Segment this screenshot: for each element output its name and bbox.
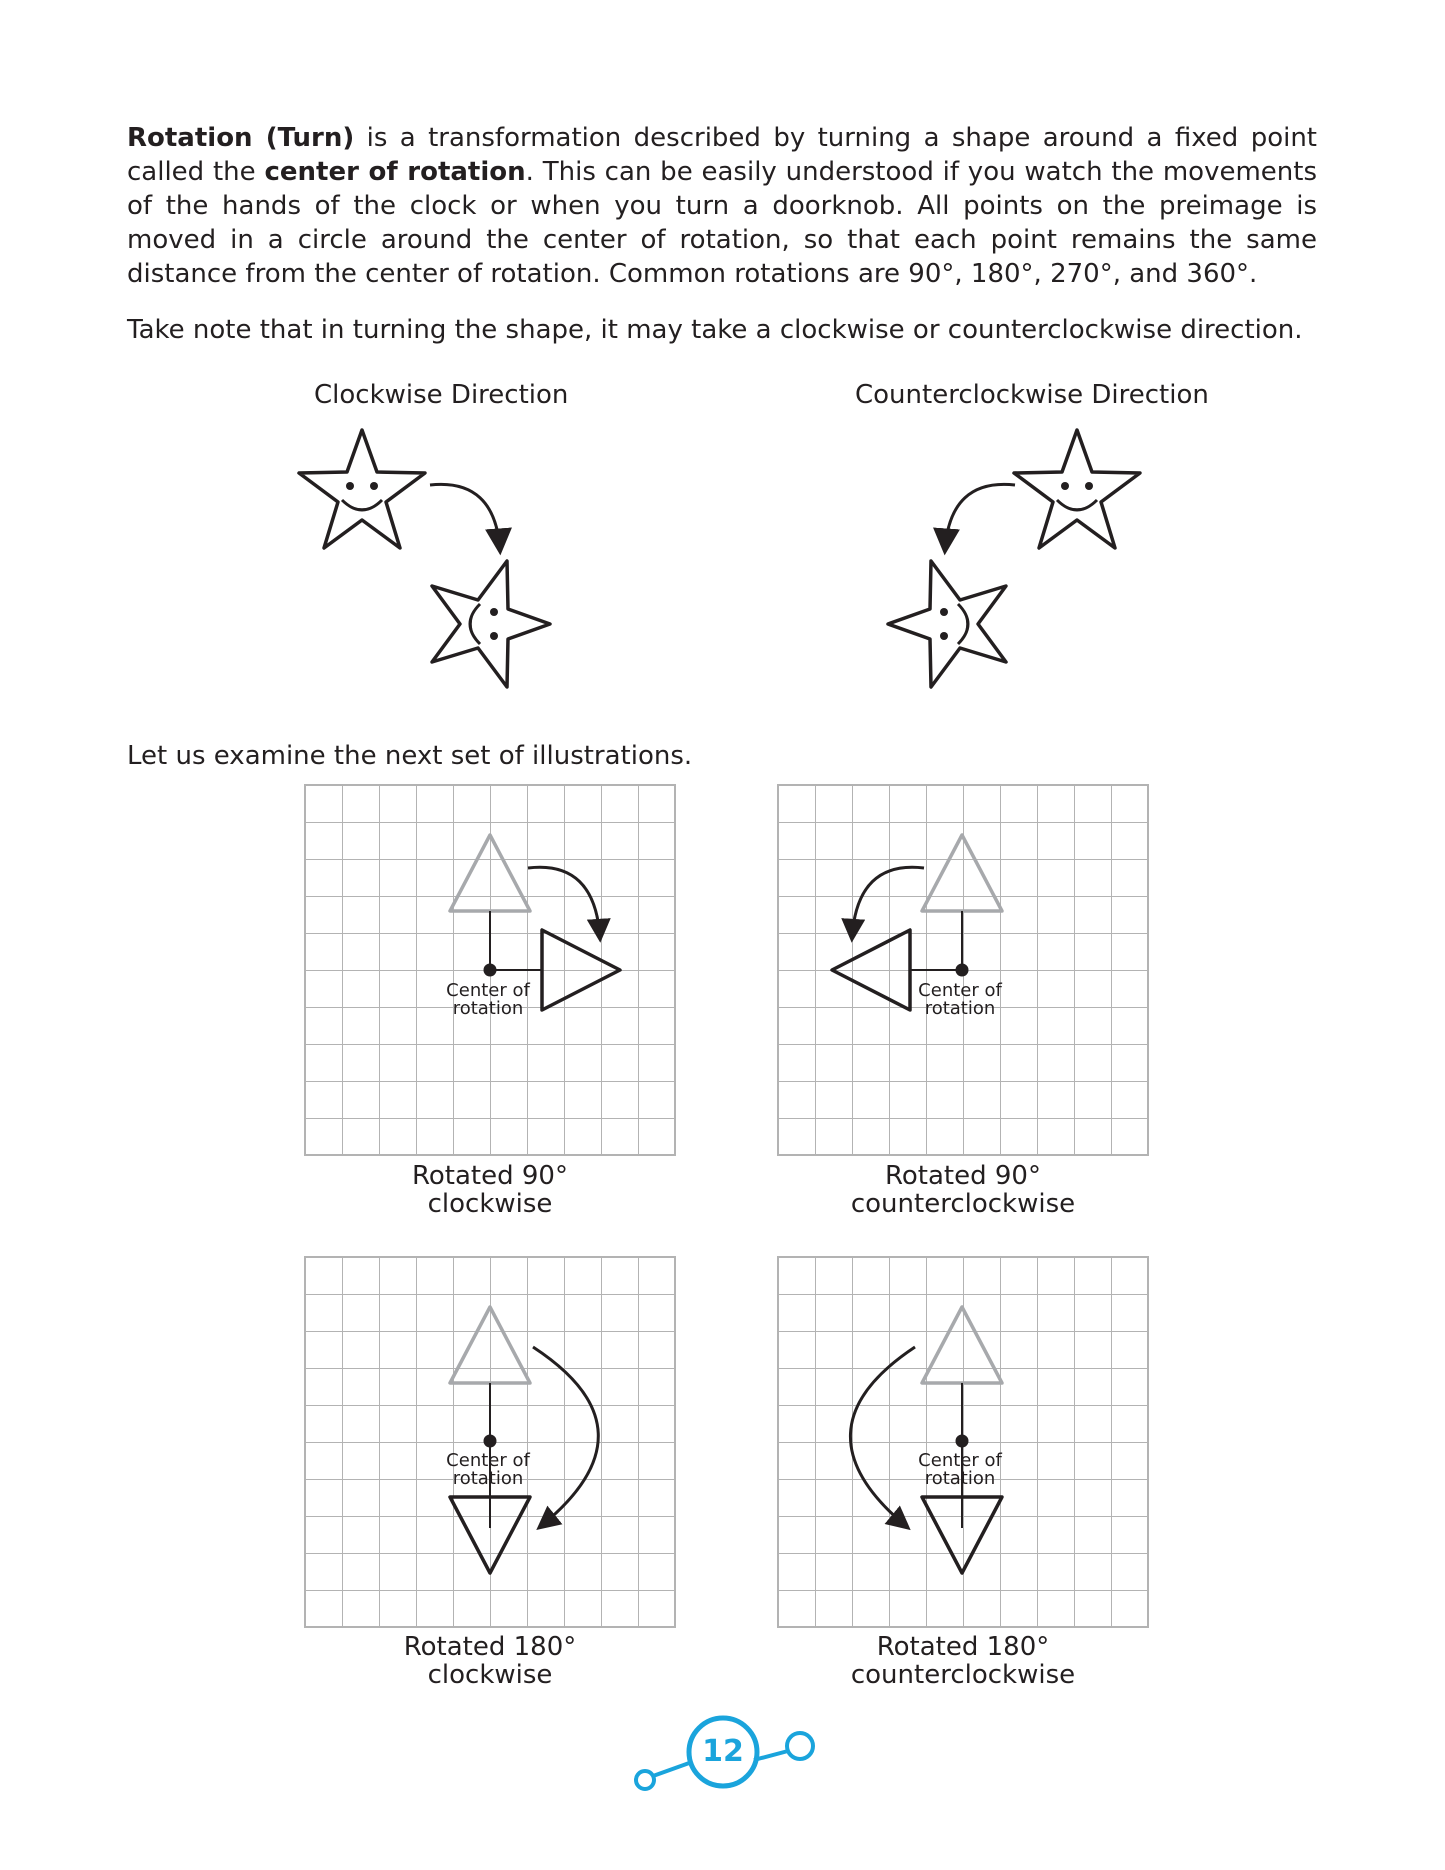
- direction-note: Take note that in turning the shape, it may take a clockwise or counterclockwise direction.: [127, 315, 1303, 345]
- rotation-grids: [0, 770, 1445, 1640]
- grid-90-counterclockwise: [778, 785, 1148, 1155]
- examine-text: Let us examine the next set of illustrations.: [127, 741, 693, 771]
- grid-caption: Rotated 180° counterclockwise: [850, 1632, 1076, 1690]
- grid-caption: Rotated 90° clockwise: [412, 1161, 568, 1219]
- rotated-smiley-star-icon: [888, 561, 1006, 687]
- smiley-star-icon: [1014, 430, 1140, 548]
- center-of-rotation-label: Center of rotation: [918, 1450, 1002, 1489]
- page-number: 12: [702, 1734, 744, 1769]
- grid-caption: Rotated 180° clockwise: [403, 1632, 577, 1690]
- term-rotation: Rotation (Turn): [127, 123, 355, 153]
- counterclockwise-direction-label: Counterclockwise Direction: [855, 380, 1209, 410]
- intro-text-2: . This can be easily understood if you watch the movements of the hands of the clock or when you turn a doorknob. All points on the preimage is moved in a circle around the center of rotation, so that each point remains the same distance from the center of rotation. Common rotations are 90°, 180°, 270°, and 360°.: [127, 157, 1318, 289]
- clockwise-arrow-icon: [430, 484, 500, 550]
- center-of-rotation-label: Center of rotation: [918, 980, 1002, 1019]
- grid-90-clockwise: [305, 785, 675, 1155]
- stars-illustration: [0, 0, 1445, 720]
- center-point: [956, 964, 969, 977]
- counterclockwise-arrow-icon: [945, 484, 1015, 550]
- center-point: [956, 1435, 969, 1448]
- center-point: [484, 1435, 497, 1448]
- clockwise-direction-label: Clockwise Direction: [314, 380, 569, 410]
- rotated-smiley-star-icon: [432, 561, 550, 687]
- term-center-of-rotation: center of rotation: [264, 157, 526, 187]
- grid-180-counterclockwise: [778, 1257, 1148, 1627]
- grid-caption: Rotated 90° counterclockwise: [850, 1161, 1076, 1219]
- center-point: [484, 964, 497, 977]
- intro-text-1: is a transformation described by turning a shape around a fixed point called the: [127, 123, 1318, 187]
- smiley-star-icon: [299, 430, 425, 548]
- grid-180-clockwise: [305, 1257, 675, 1627]
- center-of-rotation-label: Center of rotation: [446, 1450, 530, 1489]
- center-of-rotation-label: Center of rotation: [446, 980, 530, 1019]
